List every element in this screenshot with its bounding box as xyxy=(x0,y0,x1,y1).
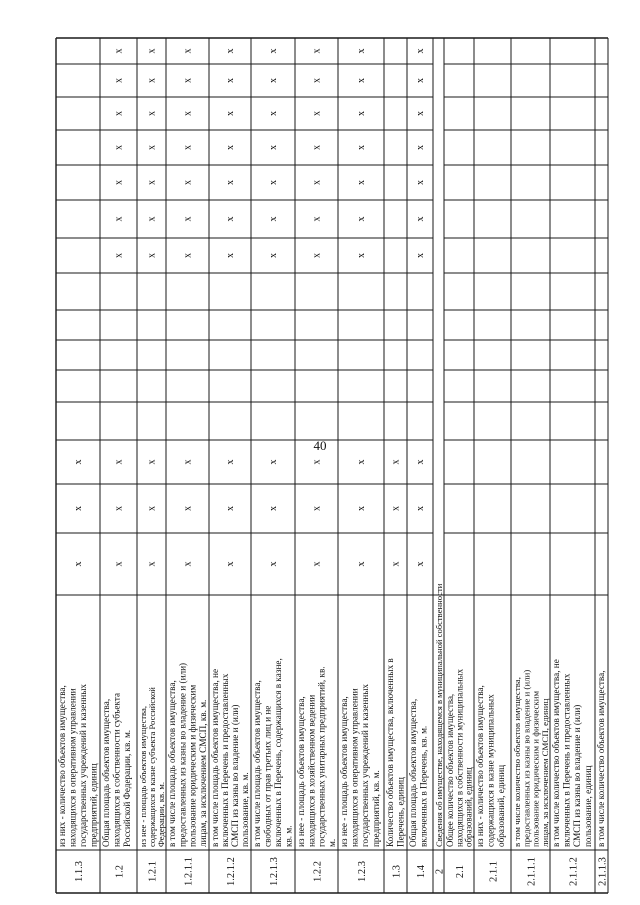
cell-mark: x xyxy=(182,145,194,150)
cell-mark: x xyxy=(225,253,236,258)
row-text-line: свободных от прав третьих лиц и не xyxy=(262,705,273,847)
cell-mark: x xyxy=(311,253,323,258)
cell-mark: x xyxy=(356,145,367,150)
cell-mark: x xyxy=(113,111,125,116)
row-text-line: Российской Федерации, кв. м. xyxy=(122,729,133,847)
cell-mark: x xyxy=(182,48,194,54)
row-code: 1.2.1.3 xyxy=(269,857,280,886)
cell-mark: x xyxy=(113,561,125,567)
row-text-line: включенных в Перечень и предоставленных xyxy=(220,673,230,847)
cell-mark: x xyxy=(146,78,158,83)
cell-mark: x xyxy=(268,180,279,185)
cell-mark: x xyxy=(182,459,194,465)
row-text-line: находящихся в оперативном управлении xyxy=(67,688,78,847)
cell-mark: x xyxy=(415,145,426,150)
cell-mark: x xyxy=(356,180,367,185)
row-text-line: в том числе количество объектов имущества, xyxy=(512,677,522,847)
cell-mark: x xyxy=(146,48,158,54)
row-code: 1.2 xyxy=(114,864,126,879)
cell-mark: x xyxy=(390,506,402,511)
cell-mark: x xyxy=(113,459,125,465)
row-text-line: включенных в Перечень, содержащихся в казне, xyxy=(273,658,283,847)
row-text-line: находящихся в хозяйственном ведении xyxy=(306,694,317,847)
cell-mark: x xyxy=(225,48,236,54)
cell-mark: x xyxy=(311,48,323,54)
cell-mark: x xyxy=(356,78,367,83)
row-text-line: из нее - площадь объектов имущества, xyxy=(138,706,148,847)
cell-mark: x xyxy=(356,111,367,116)
row-text-line: предоставленных из казны во владение и (или) xyxy=(521,669,532,847)
row-code: 2.1.1 xyxy=(488,861,500,882)
cell-mark: x xyxy=(225,145,236,150)
row-text-line: в том числе количество объектов имущества, xyxy=(596,670,606,847)
row-text-line: Федерации, кв. м. xyxy=(156,782,166,847)
cell-mark: x xyxy=(113,145,125,150)
row-text-line: образований, единиц xyxy=(496,764,507,847)
cell-mark: x xyxy=(356,253,367,258)
cell-mark: x xyxy=(225,561,236,567)
cell-mark: x xyxy=(415,459,426,465)
cell-mark: x xyxy=(182,111,194,116)
cell-mark: x xyxy=(225,216,236,222)
cell-mark: x xyxy=(182,253,194,258)
row-text-line: государственных учреждений и казенных xyxy=(78,684,88,847)
cell-mark: x xyxy=(356,48,367,54)
cell-mark: x xyxy=(415,216,426,222)
row-text-line: находящихся в собственности муниципальных xyxy=(454,668,465,847)
cell-mark: x xyxy=(268,145,279,150)
cell-mark: x xyxy=(356,216,367,222)
cell-mark: x xyxy=(415,78,426,83)
cell-mark: x xyxy=(146,459,158,465)
row-text-line: включенных в Перечень, кв. м. xyxy=(418,725,429,847)
row-text-line: государственных унитарных предприятий, кв. xyxy=(316,666,327,847)
row-code: 2.1.1.1 xyxy=(526,857,538,886)
row-text-line: лицам, за исключением СМСП, кв. м. xyxy=(197,699,208,847)
row-code: 1.2.1.2 xyxy=(226,857,237,886)
cell-mark: x xyxy=(73,561,84,567)
row-text-line: кв. м. xyxy=(283,825,294,847)
cell-mark: x xyxy=(415,48,426,54)
row-code: 2.1.1.3 xyxy=(597,857,609,886)
cell-mark: x xyxy=(73,506,84,511)
row-text-line: включенных в Перечень и предоставленных xyxy=(561,673,572,847)
cell-mark: x xyxy=(268,111,279,116)
cell-mark: x xyxy=(268,253,279,258)
row-text-line: Количество объектов имущества, включенных в xyxy=(385,658,395,847)
cell-mark: x xyxy=(225,111,236,116)
cell-mark: x xyxy=(113,78,125,83)
cell-mark: x xyxy=(268,459,279,465)
row-text-line: предприятий, кв. м. xyxy=(370,770,381,847)
cell-mark: x xyxy=(146,111,158,116)
cell-mark: x xyxy=(113,506,125,511)
cell-mark: x xyxy=(146,506,158,511)
row-text-line: Перечень, единиц xyxy=(395,777,406,847)
row-text-line: м. xyxy=(326,838,337,847)
cell-mark: x xyxy=(146,180,158,185)
row-text-line: предоставленных из казны во владение и (или) xyxy=(177,662,188,847)
cell-mark: x xyxy=(182,561,194,567)
row-code: 2 xyxy=(434,868,446,875)
row-code: 2.1 xyxy=(455,864,466,879)
row-text-line: пользование юридическим и физическим xyxy=(187,684,198,847)
row-text-line: СМСП из казны во владение и (или) xyxy=(230,704,240,847)
row-code: 1.4 xyxy=(416,864,427,879)
cell-mark: x xyxy=(311,145,323,150)
cell-mark: x xyxy=(146,216,158,222)
cell-mark: x xyxy=(390,459,402,465)
row-text-line: из них - количество объектов имущества, xyxy=(475,685,485,847)
cell-mark: x xyxy=(182,216,194,222)
row-code: 1.3 xyxy=(391,864,403,879)
cell-mark: x xyxy=(415,180,426,185)
cell-mark: x xyxy=(311,459,323,465)
cell-mark: x xyxy=(311,111,323,116)
cell-mark: x xyxy=(113,216,125,222)
row-text-line: содержащихся в казне муниципальных xyxy=(485,694,496,847)
cell-mark: x xyxy=(311,216,323,222)
cell-mark: x xyxy=(146,145,158,150)
row-code: 1.1.3 xyxy=(74,861,85,882)
cell-mark: x xyxy=(311,561,323,567)
cell-mark: x xyxy=(225,180,236,185)
row-text-line: пользование юридическим и физическим xyxy=(530,690,541,847)
row-text-line: из них - количество объектов имущества, xyxy=(57,685,67,847)
row-text-line: находящихся в собственности субъекта xyxy=(111,692,122,847)
row-code: 1.2.3 xyxy=(357,861,368,882)
cell-mark: x xyxy=(73,459,84,465)
cell-mark: x xyxy=(415,111,426,116)
row-code: 2.1.1.2 xyxy=(568,857,580,886)
cell-mark: x xyxy=(113,253,125,258)
row-text-line: предприятий, единиц xyxy=(88,763,99,847)
cell-mark: x xyxy=(415,506,426,511)
cell-mark: x xyxy=(113,180,125,185)
cell-mark: x xyxy=(390,561,402,567)
cell-mark: x xyxy=(311,78,323,83)
cell-mark: x xyxy=(182,78,194,83)
cell-mark: x xyxy=(268,48,279,54)
row-text-line: Общее количество объектов имущества, xyxy=(445,693,455,847)
cell-mark: x xyxy=(415,253,426,258)
row-text-line: Общая площадь объектов имущества, xyxy=(101,698,111,847)
row-text-line: СМСП из казны во владение и (или) xyxy=(572,704,583,847)
cell-mark: x xyxy=(146,561,158,567)
cell-mark: x xyxy=(356,459,367,465)
row-text-line: находящихся в оперативном управлении xyxy=(349,688,360,847)
row-text-line: государственных учреждений и казенных xyxy=(360,684,371,847)
cell-mark: x xyxy=(146,253,158,258)
cell-mark: x xyxy=(356,561,367,567)
cell-mark: x xyxy=(268,561,279,567)
cell-mark: x xyxy=(182,506,194,511)
row-code: 1.2.1 xyxy=(147,861,159,882)
cell-mark: x xyxy=(311,506,323,511)
row-text-line: из нее - площадь объектов имущества, xyxy=(296,696,306,847)
cell-mark: x xyxy=(268,506,279,511)
row-code: 1.2.1.1 xyxy=(183,857,195,886)
cell-mark: x xyxy=(356,506,367,511)
cell-mark: x xyxy=(415,561,426,567)
row-code: 1.2.2 xyxy=(312,861,324,882)
cell-mark: x xyxy=(225,459,236,465)
cell-mark: x xyxy=(225,506,236,511)
row-text-line: Сведения об имуществе, находящемся в муниципальной собственности xyxy=(434,583,444,847)
row-text-line: в том числе площадь объектов имущества, не xyxy=(210,668,220,847)
cell-mark: x xyxy=(268,216,279,222)
page-number: 40 xyxy=(313,438,327,453)
row-text-line: из нее - площадь объектов имущества, xyxy=(339,696,349,847)
row-text-line: пользование, единиц xyxy=(582,765,593,847)
cell-mark: x xyxy=(113,48,125,54)
row-text-line: в том числе площадь объектов имущества, xyxy=(167,680,177,847)
cell-mark: x xyxy=(225,78,236,83)
cell-mark: x xyxy=(268,78,279,83)
row-text-line: Общая площадь объектов имущества, xyxy=(408,698,418,847)
row-text-line: содержащихся в казне субъекта Российской xyxy=(147,687,157,847)
cell-mark: x xyxy=(311,180,323,185)
row-text-line: в том числе площадь объектов имущества, xyxy=(252,680,262,847)
cell-mark: x xyxy=(182,180,194,185)
row-text-line: в том числе количество объектов имущества, не xyxy=(551,659,561,847)
row-text-line: пользование, кв. м. xyxy=(240,772,250,847)
row-text-line: лицам, за исключением СМСП, единиц xyxy=(539,698,550,847)
row-text-line: образований, единиц xyxy=(463,767,474,847)
